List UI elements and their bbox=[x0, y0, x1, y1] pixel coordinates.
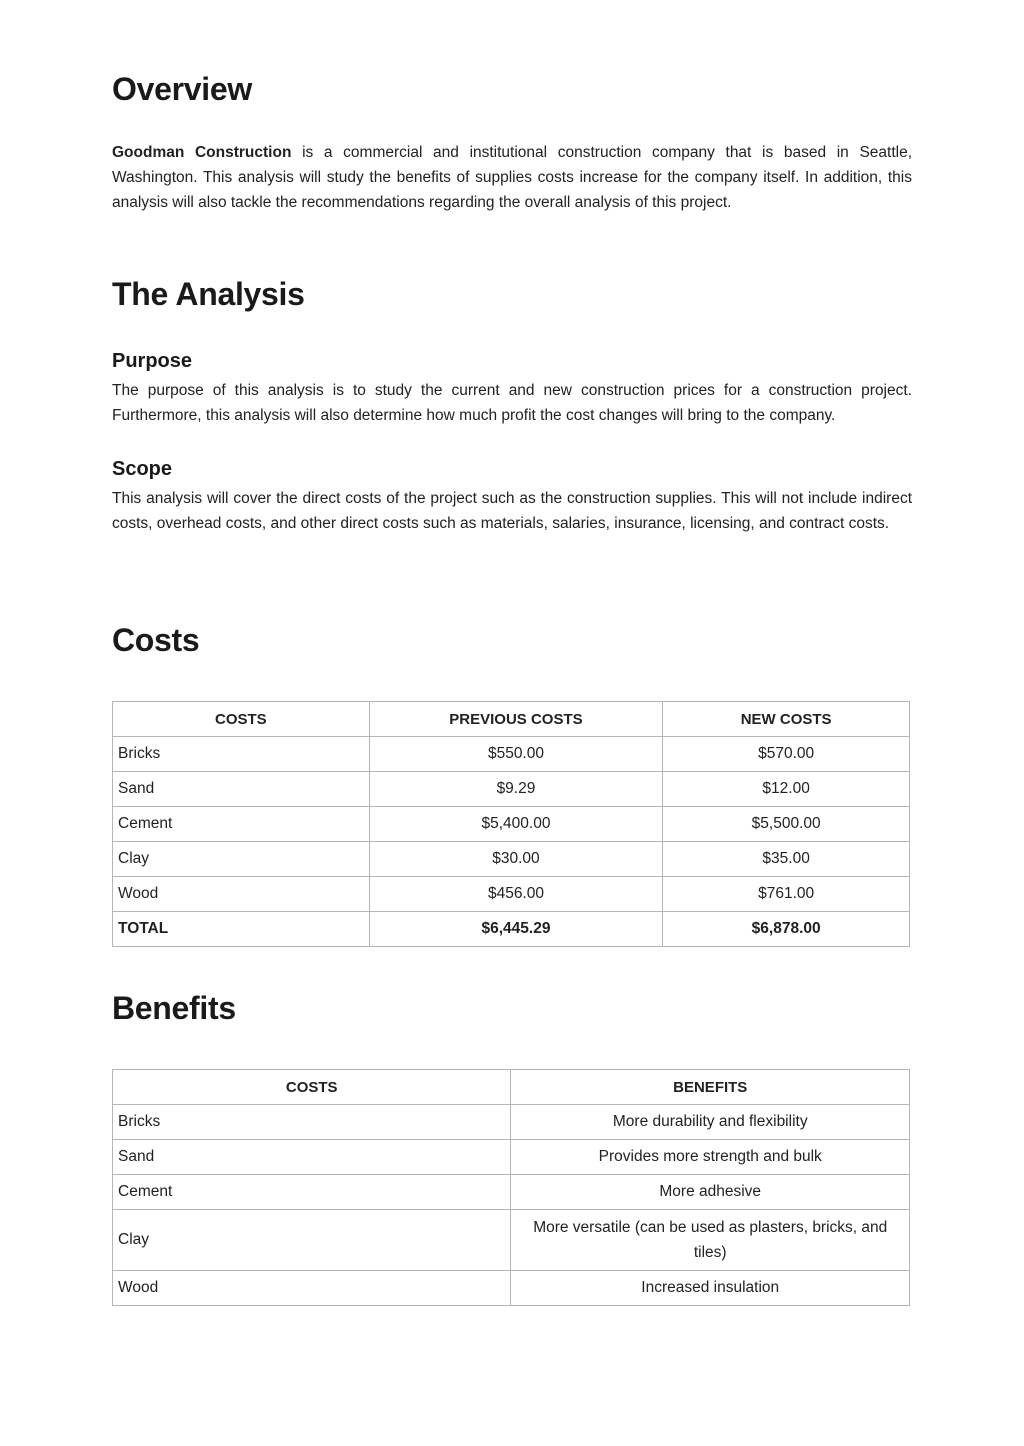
cost-item: Clay bbox=[113, 842, 370, 877]
overview-paragraph bbox=[112, 140, 912, 215]
cost-item: Cement bbox=[113, 807, 370, 842]
overview-text: is a commercial and institutional construction company that is based in Seattle, Washington. This analysis will study the benefits of supplies costs increase for the company itself. In addition, this analysis will also tackle the recommendations regarding the overall analysis of this project. bbox=[112, 144, 913, 211]
new-cost: $761.00 bbox=[663, 877, 910, 912]
benefits-table bbox=[112, 1069, 910, 1306]
new-cost: $12.00 bbox=[663, 772, 910, 807]
table-row bbox=[113, 877, 910, 912]
scope-paragraph: This analysis will cover the direct costs of the project such as the construction supplies. This will not include indirect costs, overhead costs, and other direct costs such as materials, salaries, insurance, licensing, and contract costs. bbox=[112, 490, 912, 532]
previous-cost: $9.29 bbox=[369, 772, 663, 807]
cost-item: Wood bbox=[113, 877, 370, 912]
new-cost: $5,500.00 bbox=[663, 807, 910, 842]
costs-col-header: COSTS bbox=[113, 702, 370, 737]
costs-heading: Costs bbox=[112, 622, 200, 658]
benefit-text: More durability and flexibility bbox=[511, 1105, 910, 1140]
costs-header-row bbox=[113, 702, 910, 737]
purpose-heading: Purpose bbox=[112, 350, 193, 372]
previous-cost: $550.00 bbox=[369, 737, 663, 772]
table-row bbox=[113, 772, 910, 807]
benefits-header-row bbox=[113, 1070, 910, 1105]
table-row bbox=[113, 1210, 910, 1271]
benefit-text: More versatile (can be used as plasters, bricks, and tiles) bbox=[511, 1210, 910, 1271]
previous-cost: $5,400.00 bbox=[369, 807, 663, 842]
benefit-text: More adhesive bbox=[511, 1175, 910, 1210]
benefits-col-header: BENEFITS bbox=[511, 1070, 910, 1105]
total-previous-cost: $6,445.29 bbox=[369, 912, 663, 947]
costs-table bbox=[112, 701, 910, 947]
previous-cost: $30.00 bbox=[369, 842, 663, 877]
benefit-item: Wood bbox=[113, 1271, 511, 1306]
benefit-item: Clay bbox=[113, 1210, 511, 1271]
table-row bbox=[113, 1175, 910, 1210]
company-name: Goodman Construction bbox=[112, 144, 292, 161]
new-cost: $570.00 bbox=[663, 737, 910, 772]
total-label: TOTAL bbox=[113, 912, 370, 947]
scope-heading: Scope bbox=[112, 458, 173, 480]
benefits-col-header: COSTS bbox=[113, 1070, 511, 1105]
costs-col-header: NEW COSTS bbox=[663, 702, 910, 737]
costs-col-header: PREVIOUS COSTS bbox=[369, 702, 663, 737]
table-row bbox=[113, 842, 910, 877]
benefit-text: Provides more strength and bulk bbox=[511, 1140, 910, 1175]
benefit-item: Cement bbox=[113, 1175, 511, 1210]
purpose-paragraph: The purpose of this analysis is to study the current and new construction prices for a construction project. Furthermore, this analysis will also determine how much profit the cost changes will bring to the company. bbox=[112, 382, 912, 424]
total-row bbox=[113, 912, 910, 947]
table-row bbox=[113, 807, 910, 842]
cost-item: Bricks bbox=[113, 737, 370, 772]
total-new-cost: $6,878.00 bbox=[663, 912, 910, 947]
cost-item: Sand bbox=[113, 772, 370, 807]
table-row bbox=[113, 1271, 910, 1306]
previous-cost: $456.00 bbox=[369, 877, 663, 912]
benefit-item: Bricks bbox=[113, 1105, 511, 1140]
table-row bbox=[113, 1105, 910, 1140]
benefit-item: Sand bbox=[113, 1140, 511, 1175]
benefits-heading: Benefits bbox=[112, 990, 236, 1026]
analysis-heading: The Analysis bbox=[112, 276, 305, 312]
overview-heading: Overview bbox=[112, 71, 252, 107]
table-row bbox=[113, 737, 910, 772]
table-row bbox=[113, 1140, 910, 1175]
new-cost: $35.00 bbox=[663, 842, 910, 877]
benefit-text: Increased insulation bbox=[511, 1271, 910, 1306]
